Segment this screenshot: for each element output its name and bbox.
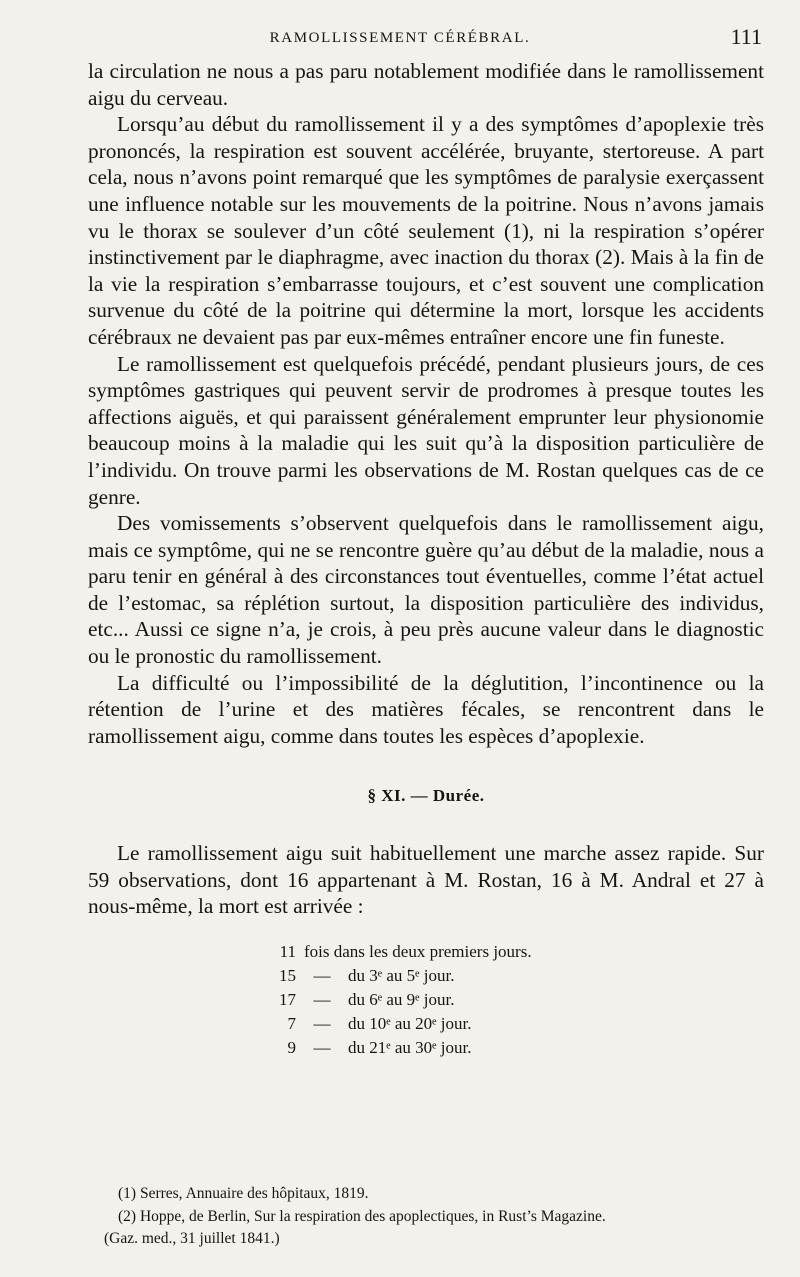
- stat-period: fois dans les deux premiers jours.: [304, 941, 532, 961]
- stat-period: du 6ᵉ au 9ᵉ jour.: [348, 989, 455, 1009]
- stat-dash: —: [313, 989, 331, 1009]
- list-item: [258, 940, 764, 964]
- section-heading: § XI. — Durée.: [367, 786, 485, 806]
- list-item: [258, 964, 764, 988]
- stat-count: 17: [279, 989, 296, 1009]
- paragraph: Des vomissements s’observent quelquefois dans le ramollissement aigu, mais ce symptôme, qui ne se rencontre guère qu’au début de la maladie, nous a paru tenir en général à des circonstances tout éventuelles, comme l’état actuel de l’estomac, sa réplétion surtout, la disposition particulière des individus, etc... Aussi ce signe n’a, je crois, à peu près aucune valeur dans le diagnostic ou le pronostic du ramollissement.: [88, 511, 764, 669]
- list-item: [258, 1036, 764, 1060]
- footnote-1: (1) Serres, Annuaire des hôpitaux, 1819.: [118, 1185, 369, 1202]
- section-intro: Le ramollissement aigu suit habituellement une marche assez rapide. Sur 59 observations, dont 16 appartenant à M. Rostan, 16 à M. Andral et 27 à nous-même, la mort est arrivée :: [88, 841, 764, 919]
- stat-period: du 10ᵉ au 20ᵉ jour.: [348, 1013, 472, 1033]
- stat-count: 7: [287, 1013, 296, 1033]
- running-title: RAMOLLISSEMENT CÉRÉBRAL.: [269, 30, 531, 46]
- paragraph: Lorsqu’au début du ramollissement il y a des symptômes d’apoplexie très prononcés, la respiration est souvent accélérée, bruyante, stertoreuse. A part cela, nous n’avons point remarqué que les symptômes de paralysie exerçassent une influence notable sur les mouvements de la poitrine. Nous n’avons jamais vu le thorax se soulever d’un côté seulement (1), ni la respiration s’opérer instinctivement par le diaphragme, avec inaction du thorax (2). Mais à la fin de la vie la respiration s’embarrasse toujours, et c’est souvent une complication survenue du côté de la poitrine qui détermine la mort, lorsque les accidents cérébraux ne devaient pas par eux-mêmes entraîner encore une fin funeste.: [88, 112, 764, 349]
- stat-dash: —: [313, 1013, 331, 1033]
- stat-period: du 3ᵉ au 5ᵉ jour.: [348, 965, 455, 985]
- footnote-2: (2) Hoppe, de Berlin, Sur la respiration des apoplectiques, in Rust’s Magazine.: [118, 1207, 606, 1225]
- page-header: [0, 24, 800, 54]
- list-item: [258, 988, 764, 1012]
- stat-count: 15: [279, 965, 296, 985]
- stat-period: du 21ᵉ au 30ᵉ jour.: [348, 1037, 472, 1057]
- mortality-list: [258, 940, 764, 1060]
- list-item: [258, 1012, 764, 1036]
- footnotes: [104, 1183, 778, 1251]
- paragraph: la circulation ne nous a pas paru notablement modifiée dans le ramollissement aigu du cerveau.: [88, 59, 764, 110]
- stat-count: 11: [279, 941, 296, 961]
- footnote-2-continuation: (Gaz. med., 31 juillet 1841.): [104, 1230, 280, 1247]
- page-number: 111: [730, 24, 762, 49]
- stat-dash: —: [313, 965, 331, 985]
- stat-dash: —: [313, 1037, 331, 1057]
- paragraph: La difficulté ou l’impossibilité de la déglutition, l’incontinence ou la rétention de l’urine et des matières fécales, se rencontrent dans le ramollissement aigu, comme dans toutes les espèces d’apoplexie.: [88, 670, 764, 748]
- paragraph: Le ramollissement est quelquefois précédé, pendant plusieurs jours, de ces symptômes gastriques qui peuvent servir de prodromes à presque toutes les affections aiguës, et qui paraissent généralement emprunter leur physionomie beaucoup moins à la maladie qui les suit qu’à la disposition particulière de l’individu. On trouve parmi les observations de M. Rostan quelques cas de ce genre.: [88, 351, 764, 509]
- stat-count: 9: [287, 1037, 296, 1057]
- body-text: [88, 58, 764, 1060]
